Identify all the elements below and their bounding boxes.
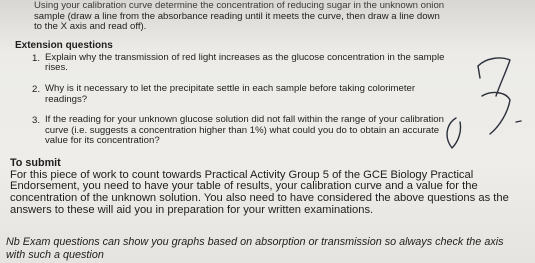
pen-mark-dash xyxy=(516,121,521,122)
pen-mark-top-bracket xyxy=(478,58,510,96)
question-1-line-1: Explain why the transmission of red light increases as the glucose concentration in the sample xyxy=(45,52,445,63)
submit-line-1: For this piece of work to count towards Practical Activity Group 5 of the GCE Biology Practical xyxy=(10,169,474,181)
question-3-line-1: If the reading for your unknown glucose solution did not fall within the range of your calibration xyxy=(45,114,444,125)
note-line-2: with such a question xyxy=(6,249,104,261)
question-2-line-2: readings? xyxy=(45,94,88,105)
submit-line-3: concentration of the unknown solution. You also need to have considered the above questions as the xyxy=(10,192,509,204)
submit-heading: To submit xyxy=(10,157,61,169)
question-3-number: 3. xyxy=(32,115,41,126)
intro-line-1: Using your calibration curve determine the concentration of reducing sugar in the unknown onion xyxy=(34,0,445,11)
pen-mark-top-hook xyxy=(478,66,480,78)
extension-heading: Extension questions xyxy=(15,40,113,51)
intro-line-3: to the X axis and read off). xyxy=(34,21,147,32)
note-line-1: Nb Exam questions can show you graphs based on absorption or transmission so always check the axis xyxy=(6,236,504,248)
question-2-line-1: Why is it necessary to let the precipitate settle in each sample before taking colorimeter xyxy=(45,83,416,94)
submit-line-4: answers to these will aid you in preparation for your written examinations. xyxy=(10,204,374,216)
submit-line-2: Endorsement, you need to have your table of results, your calibration curve and a value for the xyxy=(10,180,478,192)
pen-mark-mid-bracket xyxy=(482,93,510,134)
question-1-number: 1. xyxy=(32,53,41,64)
question-2-number: 2. xyxy=(32,84,41,95)
question-3-line-3: value for its concentration? xyxy=(45,135,160,146)
intro-line-2: sample (draw a line from the absorbance reading until it meets the curve, then draw a line down xyxy=(34,11,440,22)
question-1-line-2: rises. xyxy=(45,62,68,73)
pen-mark-curve xyxy=(447,118,460,148)
question-3-line-2: curve (i.e. suggests a concentration higher than 1%) what could you do to obtain an accurate xyxy=(45,125,440,136)
